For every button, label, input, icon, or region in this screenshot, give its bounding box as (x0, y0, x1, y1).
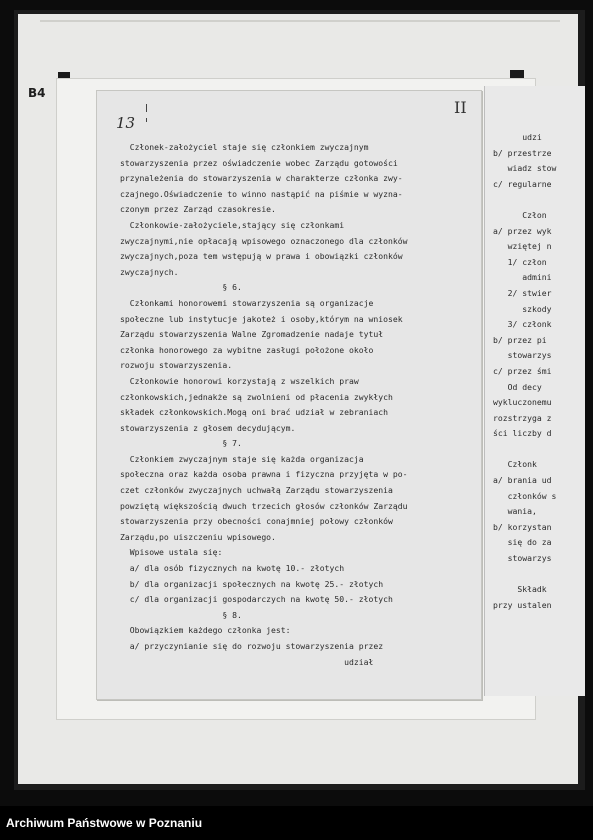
text-line: przynależenia do stowarzyszenia w charakterze członka zwy- (120, 173, 403, 184)
text-line: wziętej n (493, 241, 552, 252)
text-line: udział (120, 656, 374, 667)
corner-mark: II (454, 98, 467, 117)
page-number: 13 (116, 114, 136, 132)
text-line: Członek-założyciel staje się członkiem zwyczajnym (120, 142, 369, 152)
text-line: b/ dla organizacji społecznych na kwotę 25.- złotych (120, 578, 384, 589)
side-page-body (493, 130, 556, 613)
text-line: stowarzyszenia przez oświadczenie wobec Zarządu gotowości (120, 157, 398, 168)
text-line: admini (493, 272, 552, 283)
text-line: zwyczajnymi,nie opłacają wpisowego oznaczonego dla członków (120, 235, 408, 246)
text-line: zwyczajnych. (120, 266, 179, 277)
text-line: b/ korzystan (493, 521, 552, 532)
text-line: Składk (493, 584, 547, 595)
text-line: czet członków zwyczajnych uchwałą Zarządu stowarzyszenia (120, 485, 393, 496)
text-line: się do za (493, 537, 552, 548)
text-line: powziętą większością dwuch trzecich głosów członków Zarządu (120, 500, 408, 511)
text-line: § 7. (120, 438, 242, 449)
text-line: stowarzys (493, 553, 552, 564)
text-line: a/ przyczynianie się do rozwoju stowarzyszenia przez (120, 641, 384, 651)
margin-mark: B4 (28, 86, 46, 100)
text-line: a/ brania ud (493, 475, 552, 486)
text-line: stowarzys (493, 350, 552, 361)
text-line: Członkami honorowemi stowarzyszenia są organizacje (120, 297, 374, 308)
text-line: c/ przez śmi (493, 365, 552, 376)
text-line: Wpisowe ustala się: (120, 547, 223, 558)
text-line: członkowskich,jednakże są zwolnieni od płacenia zwykłych (120, 391, 393, 402)
text-line: szkody (493, 303, 552, 314)
text-line: Zarządu stowarzyszenia Walne Zgromadzenie nadaje tytuł (120, 329, 384, 340)
text-line: udzi (493, 132, 542, 142)
text-line: 1/ człon (493, 256, 547, 267)
text-line: Człon (493, 209, 547, 220)
text-line: Członkowie-założyciele,stający się członkami (120, 219, 345, 230)
text-line: Członk (493, 459, 537, 470)
text-line (493, 192, 556, 208)
pencil-mark (146, 104, 147, 112)
text-line: § 8. (120, 609, 242, 620)
text-line: Od decy (493, 381, 542, 392)
side-page (484, 86, 585, 696)
text-line: b/ przestrze (493, 147, 552, 158)
text-line: b/ przez pi (493, 334, 547, 345)
archive-label: Archiwum Państwowe w Poznaniu (6, 816, 203, 830)
text-line: stowarzyszenia przy obecności conajmniej połowy członków (120, 516, 393, 527)
text-line: § 6. (120, 282, 242, 293)
text-line: c/ regularne (493, 178, 552, 189)
text-line: wykluczonemu (493, 397, 552, 408)
text-line (493, 567, 556, 583)
text-line: przy ustalen (493, 599, 552, 610)
document-body (120, 140, 408, 670)
text-line: a/ przez wyk (493, 225, 552, 236)
text-line: społeczne lub instytucje jakoteż i osoby,którym na wniosek (120, 313, 403, 324)
text-line: Członkowie honorowi korzystają z wszelkich praw (120, 375, 359, 386)
text-line: wiadz stow (493, 163, 557, 174)
text-line: Zarządu,po uiszczeniu wpisowego. (120, 531, 276, 542)
text-line: społeczna oraz każda osoba prawna i fizyczna przyjęta w po- (120, 469, 408, 480)
text-line: członków s (493, 490, 557, 501)
text-line: Obowiązkiem każdego członka jest: (120, 625, 291, 636)
text-line: rozstrzyga z (493, 412, 552, 423)
text-line: Członkiem zwyczajnym staje się każda organizacja (120, 453, 364, 464)
text-line: członka honorowego za wybitne zasługi położone około (120, 344, 374, 355)
text-line: 2/ stwier (493, 287, 552, 298)
pencil-mark (146, 118, 147, 122)
board-edge (40, 20, 560, 22)
text-line: wania, (493, 506, 537, 517)
text-line: c/ dla organizacji gospodarczych na kwotę 50.- złotych (120, 594, 393, 605)
text-line: stowarzyszenia z głosem decydującym. (120, 422, 296, 433)
text-line: czajnego.Oświadczenie to winno nastąpić na piśmie w wyzna- (120, 188, 403, 199)
text-line: rozwoju stowarzyszenia. (120, 360, 233, 371)
text-line: ści liczby d (493, 428, 552, 439)
text-line (493, 442, 556, 458)
text-line: czonym przez Zarząd czasokresie. (120, 204, 276, 215)
text-line: a/ dla osób fizycznych na kwotę 10.- złotych (120, 563, 345, 574)
text-line: 3/ członk (493, 319, 552, 330)
text-line: składek członkowskich.Mogą oni brać udział w zebraniach (120, 407, 389, 418)
text-line: zwyczajnych,poza tem wstępują w prawa i obowiązki członków (120, 251, 403, 262)
archive-footer (0, 806, 593, 840)
